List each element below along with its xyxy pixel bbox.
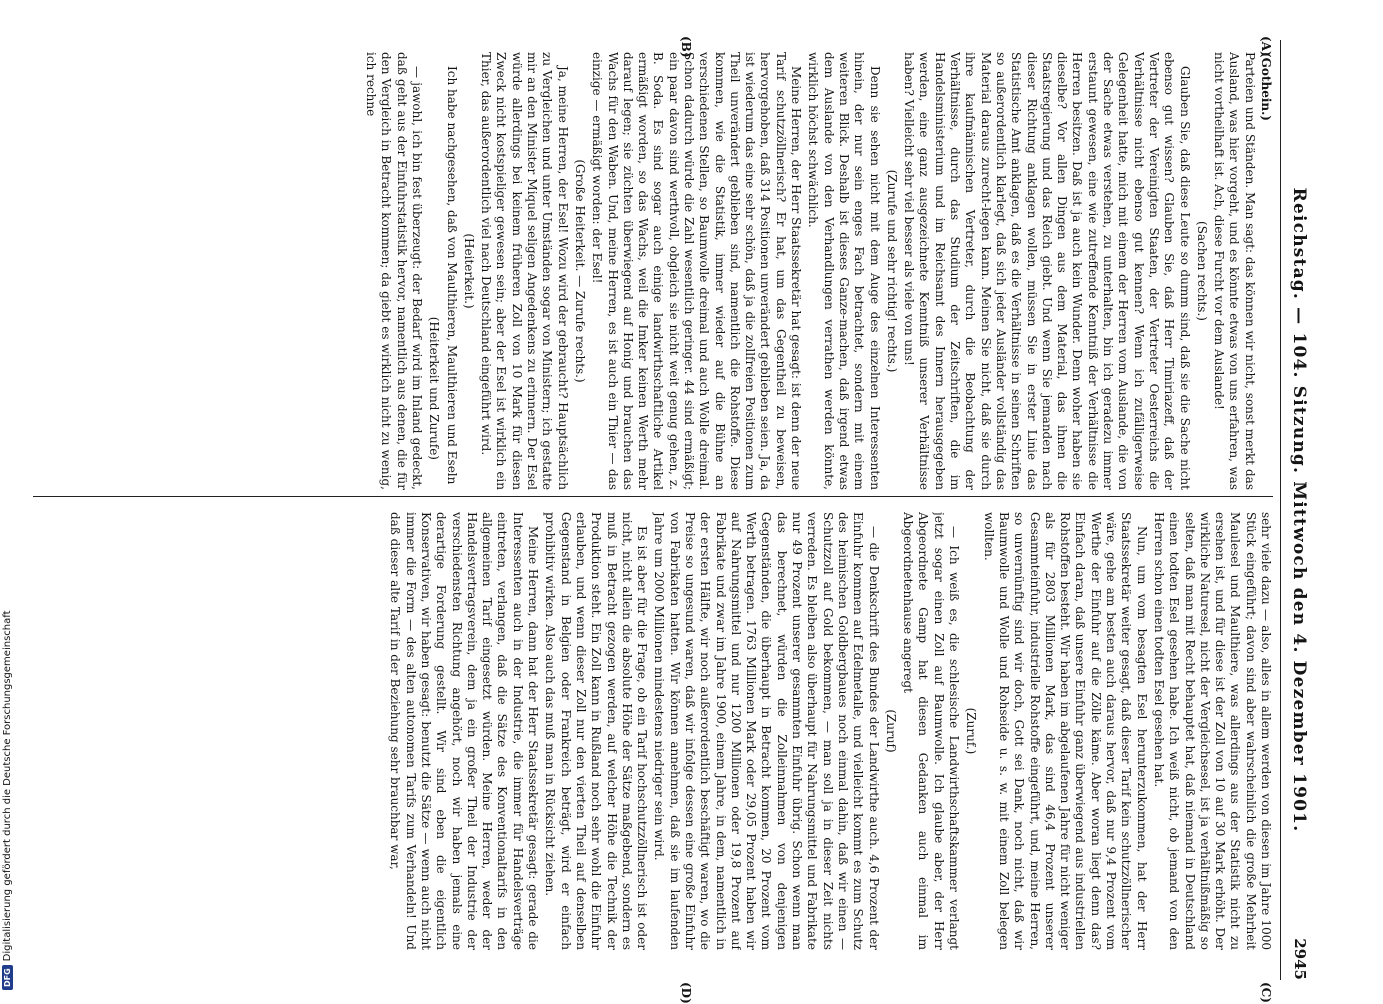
- column-divider: [33, 496, 1273, 497]
- page-header: [1279, 40, 1319, 980]
- interjection: (Heiterkeit.): [461, 233, 476, 309]
- paragraph: Ich habe nachgesehen, daß von Maulthieren, Maulthieren und Eseln: [444, 66, 459, 485]
- interjection: (Sachen rechts.): [1194, 221, 1209, 321]
- credit-text: Digitalisierung gefördert durch die Deutsche Forschungsgemeinschaft: [2, 610, 13, 962]
- paragraph: Glauben Sie, daß diese Leute so dumm sind, daß sie die Sache nicht ebenso gut wissen? Glauben Sie, daß Herr Timiriazeff, daß der Vertreter der Vereinigten Staaten, der Vertreter Oesterreichs die Verhältnisse nicht ebenso gut kennen? Wenn ich zufälligerweise Gelegenheit hatte, mich mit einem der Herren vom Auslande, die von der Sache etwas verstehen, zu unterhalten, bin ich geradezu immer erstaunt gewesen, eine wie zutreffende Kenntniß der Verhältnisse die Herren besitzen. Daß ist ja auch kein Wunder. Denn woher haben sie dieselbe? Vor allen Dingen aus dem Material, das ihnen die Staatsregierung und das Reich giebt. Und wenn Sie jemanden nach dieser Richtung anklagen wollen, müssen Sie in erster Linie das Statistische Amt anklagen, daß es die Verhältnisse in seinen Schriften so außerordentlich klarlegt, daß sich jeder Ausländer vollständig das Material daraus zurecht-legen kann. Meinen Sie nicht, daß sie durch ihre kaufmännischen Vertreter, durch die Beobachtung der Verhältnisse, durch das Studium der Zeitschriften, die im Handelsministerium und im Reichsamt des Innern herausgegeben werden, eine ganz ausgezeichnete Kenntniß unserer Verhältnisse haben? Vielleicht sehr viel besser als viele von uns!: [902, 52, 1192, 490]
- paragraph: Denn sie sehen nicht mit dem Auge des einzelnen Interessenten hinein, der nur sein enges Fach betrachtet, sondern mit einem weiteren Blick. Deshalb ist dieses Ganze-machen, daß irgend etwas dem Auslande von den Verhandlungen verrathen werden könnte, wirklich höchst schwächlich.: [806, 52, 882, 490]
- page-number: 2945: [1291, 938, 1309, 980]
- paragraph: — jawohl, ich bin fest überzeugt: der Bedarf wird im Inland gedeckt, daß geht aus der Einfuhrstatistik hervor, namentlich aus denen, die für den Vergleich in Betracht kommen; da giebt es wirklich nicht zu wenig, ich rechne: [364, 52, 424, 490]
- paragraph: sehr viele dazu — also, alles in allem werden von diesen im Jahre 1000 Stück eingeführt; davon sind aber wahrscheinlich die große Mehrheit Maulesel und Maulthiere, was allerdings aus der Statistik nicht zu ersehen ist, und für diese ist der Zoll von 10 auf 30 Mark erhöht. Der wirkliche Naturesel, nicht der Vergleichsesel, ist ja verhältnißmäßig so selten, daß man mit Recht behauptet hat, daß niemand in Deutschland einen todten Esel gesehen habe. Ich weiß nicht, ob jemand von den Herren schon einen todten Esel gesehen hat.: [1151, 512, 1273, 950]
- dfg-logo: DFG: [2, 965, 13, 990]
- header-rule: [1280, 40, 1281, 980]
- left-column: [33, 52, 1273, 490]
- margin-marker-b: (B): [679, 36, 693, 58]
- interjection: (Zuruf.): [964, 707, 979, 755]
- interjection: (Zuruf): [883, 709, 898, 753]
- speaker-name: (Gothein.): [1259, 52, 1273, 121]
- running-head: Reichstag. — 104. Sitzung. Mittwoch den 4. Dezember 1901.: [1289, 187, 1309, 833]
- interjection: (Große Heiterkeit. — Zurufe rechts.): [572, 159, 587, 383]
- right-column: [33, 512, 1273, 950]
- paragraph: Meine Herren, dann hat der Herr Staatssekretär gesagt: gerade die Interessenten auch in der Industrie, die immer für Handelsverträge eintreten, verlangen, daß die Sätze des Konventionaltarifs in den allgemeinen Tarif eingesetzt würden. Meine Herren, weder der Handelsvertragsverein, dem ja ein großer Theil der Industrie der verschiedensten Richtung angehört, noch wir haben jemals eine derartige Forderung gestellt. Wir sind eben die eigentlich Konservativen, wir haben gesagt: benutzt die Sätze — wenn auch nicht immer die Form — des alten autonomen Tarifs zum Verhandeln! Und daß dieser alte Tarif in der Beziehung sehr brauchbar war,: [388, 512, 541, 950]
- margin-marker-a: (A): [1259, 36, 1273, 57]
- paragraph: Es ist aber für die Frage, ob ein Tarif hochschutzzöllnerisch ist oder nicht, nicht allein die absolute Höhe der Sätze maßgebend, sondern es muß in Betracht gezogen werden, auf welcher Höhe die Technik der Produktion steht. Ein Zoll kann in Rußland noch sehr wohl die Einfuhr erlauben, und wenn dieser Zoll nur den vierten Theil auf denselben Gegenstand in Belgien oder Frankreich beträgt, wird er einfach prohibitiv wirken. Also auch das muß man in Rücksicht ziehen.: [543, 512, 650, 950]
- interjection: (Zurufe und sehr richtig! rechts.): [884, 169, 899, 373]
- interjection: (Heiterkeit und Zurufe): [427, 316, 442, 460]
- paragraph: Meine Herren, der Herr Staatssekretär hat gesagt: ist denn der neue Tarif schutzzöllnerisch? Er hat, um das Gegentheil zu beweisen, hervorgehoben, daß 314 Positionen unverändert geblieben seien. Ja, da ist wiederum das eine sehr schön, daß ja die zollfreien Positionen zum Theil unverändert geblieben sind, namentlich die Rohstoffe. Diese kommen, wie die Statistik, immer wieder auf die Bühne an verschiedenen Stellen, so Baumwolle dreimal und auch Wolle dreimal. Schon dadurch würde die Zahl wesentlich geringer. 44 sind ermäßigt; ein paar davon sind werthvoll, obgleich sie nicht weit genug gehen, z. B. Soda. Es sind sogar auch einige landwirthschaftliche Artikel ermäßigt worden, so das Wachs, weil die Imker keinen Werth mehr darauf legen; sie züchten überwiegend auf Honig und brauchen das Wachs für den Waben. Und, meine Herren, es ist auch ein Thier — das einzige — ermäßigt worden: der Esel!: [590, 52, 804, 490]
- paragraph: — die Denkschrift des Bundes der Landwirthe auch. 4,6 Prozent der Einfuhr kommen auf Edelmetalle, und vielleicht kommt es zum Schutz des heimischen Goldbergbaues noch einmal dahin, daß wir einen — Schutzzoll auf Gold bekommen, — man soll ja in dieser Zeit nichts verreden. Es bleiben also überhaupt für Nahrungsmittel und Fabrikate nur 49 Prozent unserer gesammten Einfuhr übrig. Schon wenn man das berechnet, würden die Zolleinnahmen von denjenigen Gegenständen, die überhaupt in Betracht kommen, 20 Prozent vom Werth betragen. 1763 Millionen Mark oder 29,05 Prozent haben wir auf Nahrungsmittel und nur 1200 Millionen oder 19,8 Prozent auf Fabrikate und zwar im Jahre 1900, einem Jahre, in dem, namentlich in der ersten Hälfte, wir noch außerordentlich beschäftigt waren, wo die Preise so ungesund waren, daß wir infolge dessen eine große Einfuhr von Fabrikaten hatten. Wir können annehmen, daß sie im laufenden Jahre um 2000 Millionen mindestens niedriger sein wird.: [652, 512, 881, 950]
- margin-marker-c: (C): [1259, 982, 1273, 1003]
- paragraph: Parteien und Ständen. Man sagt: das können wir nicht, sonst merkt das Ausland, was hier vorgeht, und es könnte etwas von uns erfahren, was nicht vortheilhaft ist. Ach, diese Furcht vor dem Auslande!: [1212, 52, 1257, 490]
- paragraph: — Ich weiß es, die schlesische Landwirthschaftskammer verlangt jetzt sogar einen Zoll auf Baumwolle. Ich glaube aber, der Herr Abgeordnete Gamp hat diesen Gedanken auch einmal im Abgeordnetenhause angeregt: [901, 512, 962, 950]
- paragraph: Nun, um vom besagten Esel herunterzukommen, hat der Herr Staatssekretär weiter gesagt, daß dieser Tarif kein schutzzöllnerischer wäre, gehe am besten auch daraus hervor, daß nur 9,4 Prozent vom Werthe der Einfuhr auf die Zölle käme. Aber woran liegt denn das? Einfach daran, daß unsere Einfuhr ganz überwiegend aus industriellen Rohstoffen besteht. Wir haben im abgelaufenen Jahre für nicht weniger als für 2803 Millionen Mark, das sind 46,4 Prozent unserer Gesammteinfuhr, industrielle Rohstoffe eingeführt, und, meine Herren, so unvernünftig sind wir doch, Gott sei Dank, noch nicht, daß wir Baumwolle und Wolle und Rohseide u. s. w. mit einem Zoll belegen wollten.: [981, 512, 1149, 950]
- margin-marker-d: (D): [679, 982, 693, 1004]
- paragraph: Ja, meine Herren, der Esel! Wozu wird der gebraucht? Hauptsächlich zu Vergleichen und unter Umständen sogar von Ministern; ich gestatte mir an den Minister Miquel seligen Angedenkens zu erinnern. Der Esel würde allerdings bei keinem früheren Zoll von 10 Mark für diesen Zweck nicht kostspieliger gewesen sein; aber der Esel ist wirklich ein Thier, das außerordentlich viel nach Deutschland eingeführt wird.: [479, 52, 570, 490]
